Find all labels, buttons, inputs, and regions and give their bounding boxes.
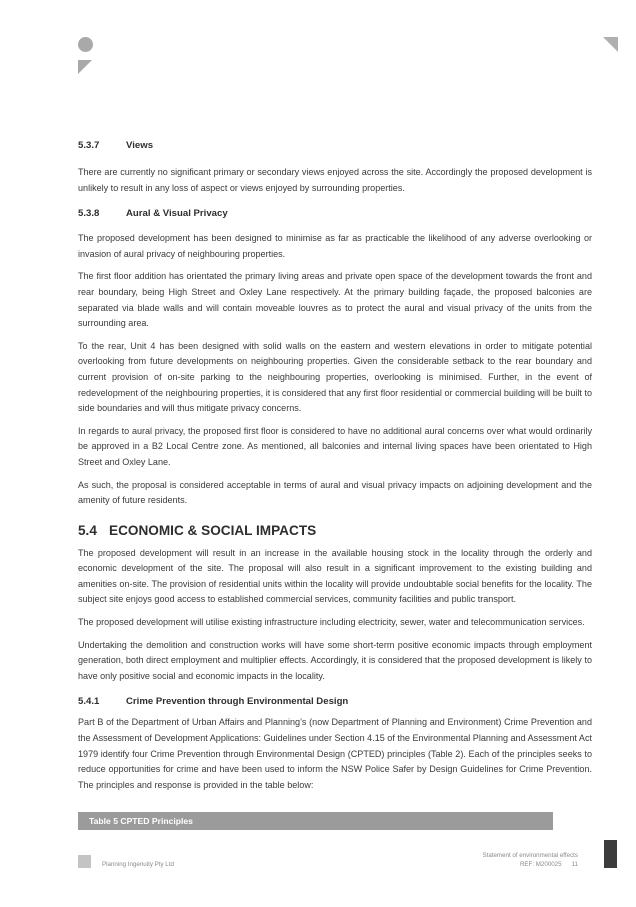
footer-bar	[604, 840, 617, 868]
table-caption: Table 5 CPTED Principles	[78, 812, 553, 830]
paragraph: The proposed development will result in an increase in the available housing stock in the locality through the orderly and economic development of the site. The proposal will also result in a significant improvement to the existing building and amenities on-site. The provision of residential units within the locality will provide undoubtable social benefits for the locality. The subject site enjoys good access to established commercial services, community facilities and public transport.	[78, 547, 592, 605]
decor-triangle-icon	[78, 60, 92, 74]
footer-doc-title: Statement of environmental effects	[482, 852, 578, 859]
decor-corner-icon	[603, 37, 618, 52]
paragraph: To the rear, Unit 4 has been designed with solid walls on the eastern and western elevations in order to mitigate potential overlooking from future developments on neighbouring properties. Given the considerable setback to the rear boundary and current provision of on-site parking to the neighbouring properties, overlooking is minimised. Further, in the event of redevelopment of the neighbouring properties, it is considered that any first floor residential or commercial building will be built to side boundaries and will thus mitigate privacy concerns.	[78, 340, 592, 414]
heading-views	[78, 140, 592, 151]
paragraph: Undertaking the demolition and construction works will have some short-term positive economic impacts through employment generation, both direct employment and multiplier effects. Accordingly, it is considered that the proposed development is likely to have only positive social and economic impacts in the locality.	[78, 639, 592, 681]
paragraph: As such, the proposal is considered acceptable in terms of aural and visual privacy impacts on adjoining development and the amenity of future residents.	[78, 479, 592, 506]
paragraph: The proposed development has been designed to minimise as far as practicable the likelihood of any adverse overlooking or invasion of aural privacy of neighbouring properties.	[78, 233, 592, 259]
section-title: Aural & Visual Privacy	[126, 208, 228, 220]
footer-ref: REF: M200025	[519, 861, 562, 868]
section-number: 5.3.8	[78, 208, 100, 220]
footer-company: Planning Ingenuity Pty Ltd	[102, 861, 174, 868]
section-title: ECONOMIC & SOCIAL IMPACTS	[109, 522, 317, 538]
page-content	[78, 140, 592, 793]
footer-reference	[520, 861, 578, 868]
footer-square-icon	[78, 855, 91, 868]
decor-circle-icon	[78, 37, 93, 52]
section-number: 5.4.1	[78, 696, 100, 708]
heading-crime-prevention	[78, 696, 592, 707]
section-title: Crime Prevention through Environmental Design	[126, 696, 349, 708]
section-number: 5.3.7	[78, 140, 100, 151]
section-title: Views	[126, 140, 154, 151]
page-number: 11	[571, 861, 578, 868]
paragraph: The proposed development will utilise existing infrastructure including electricity, sewer, water and telecommunication services.	[78, 617, 585, 628]
paragraph: There are currently no significant primary or secondary views enjoyed across the site. Accordingly the proposed development is unlikely to result in any loss of aspect or views enjoyed by surrounding properties.	[78, 167, 592, 193]
paragraph: The first floor addition has orientated the primary living areas and private open space of the development towards the front and rear boundary, being High Street and Oxley Lane respectively. At the primary building façade, the proposed balconies are separated via blade walls and will contain moveable louvres as to protect the aural and visual privacy of the units from the surrounding area.	[78, 271, 592, 329]
section-number: 5.4	[78, 522, 97, 538]
heading-economic-social	[78, 523, 592, 538]
paragraph: In regards to aural privacy, the proposed first floor is considered to have no additional aural concerns over what would ordinarily be approved in a B2 Local Centre zone. As mentioned, all balconies and internal living spaces have been orientated to High Street and Oxley Lane.	[78, 425, 592, 467]
paragraph: Part B of the Department of Urban Affairs and Planning’s (now Department of Planning and Environment) Crime Prevention and the Assessment of Development Applications: Guidelines under Section 4.15 of the Environmental Planning and Assessment Act 1979 identify four Crime Prevention through Environmental Design (CPTED) principles (Table 2). Each of the principles seeks to reduce opportunities for crime and have been used to inform the NSW Police Safer by Design Guidelines for Crime Prevention. The principles and response is provided in the table below:	[78, 717, 592, 790]
heading-aural-privacy	[78, 208, 592, 219]
